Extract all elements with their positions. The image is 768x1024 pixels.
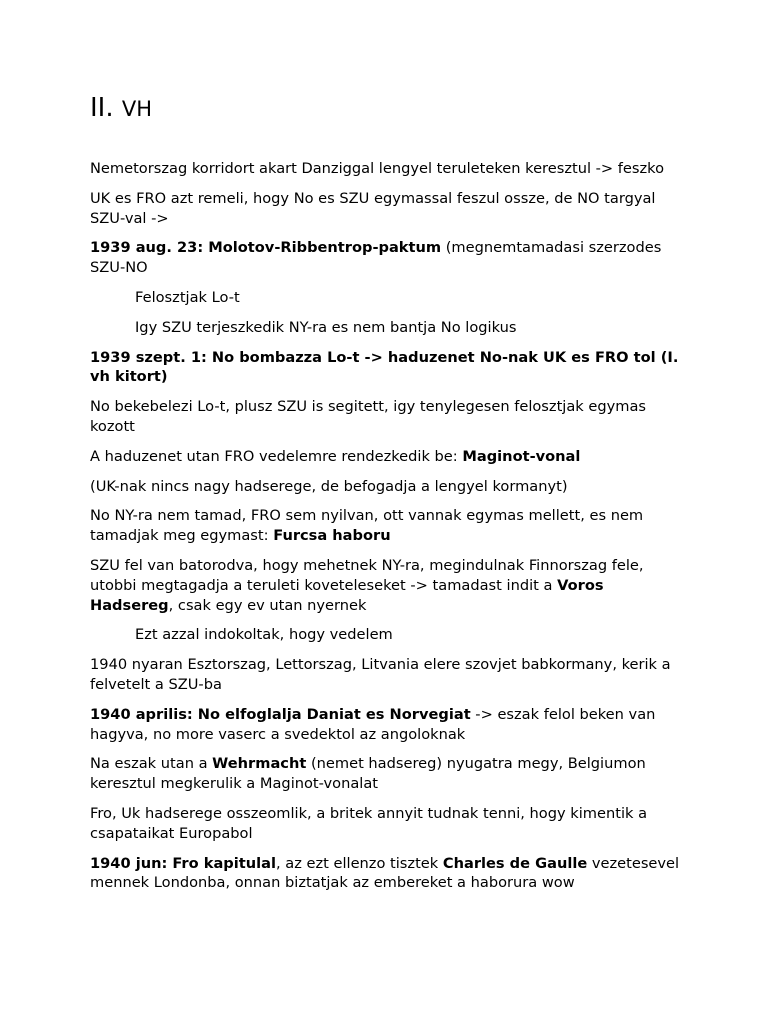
paragraph xyxy=(90,288,682,308)
text-run: SZU fel van batorodva, hogy mehetnek NY-ra, megindulnak Finnorszag fele, utobbi megtagadja a teruleti koveteleseket -> tamadast indit a xyxy=(90,556,644,594)
bold-text-run: 1939 aug. 23: Molotov-Ribbentrop-paktum xyxy=(90,239,442,257)
text-run: Fro, Uk hadserege osszeomlik, a britek annyit tudnak tenni, hogy kimentik a csapataikat Europabol xyxy=(90,804,648,842)
text-run: (nemet hadsereg) nyugatra megy, Belgiumon keresztul megkerulik a Maginot-vonalat xyxy=(90,755,646,793)
paragraph xyxy=(90,477,682,497)
text-run: A haduzenet utan FRO vedelemre rendezkedik be: xyxy=(90,447,463,465)
paragraph xyxy=(90,506,682,546)
text-run: Ezt azzal indokoltak, hogy vedelem xyxy=(135,626,393,644)
text-run: -> eszak felol beken van hagyva, no more vaserc a svedektol az angoloknak xyxy=(90,705,656,743)
text-run: No NY-ra nem tamad, FRO sem nyilvan, ott vannak egymas mellett, es nem tamadjak meg egymast: xyxy=(90,507,644,545)
text-run: Igy SZU terjeszkedik NY-ra es nem bantja No logikus xyxy=(135,318,517,336)
bold-text-run: 1940 aprilis: No elfoglalja Daniat es Norvegiat xyxy=(90,705,471,723)
bold-text-run: 1939 szept. 1: No bombazza Lo-t -> haduzenet No-nak UK es FRO tol (I. vh kitort) xyxy=(90,348,679,386)
paragraph xyxy=(90,238,682,278)
paragraph xyxy=(90,705,682,745)
paragraph xyxy=(90,556,682,615)
paragraph xyxy=(90,655,682,695)
bold-text-run: 1940 jun: Fro kapitulal xyxy=(90,854,276,872)
paragraph-list xyxy=(90,159,682,893)
text-run: , csak egy ev utan nyernek xyxy=(168,596,367,614)
title-suffix: VH xyxy=(121,97,153,121)
bold-text-run: Wehrmacht xyxy=(212,755,307,773)
text-run: vezetesevel mennek Londonba, onnan biztatjak az embereket a haborura wow xyxy=(90,854,680,892)
paragraph xyxy=(90,189,682,229)
text-run: UK es FRO azt remeli, hogy No es SZU egymassal feszul ossze, de NO targyal SZU-val -> xyxy=(90,189,656,227)
paragraph xyxy=(90,754,682,794)
bold-text-run: Charles de Gaulle xyxy=(442,854,588,872)
document-page xyxy=(90,92,682,903)
text-run: , az ezt ellenzo tisztek xyxy=(275,854,443,872)
text-run: (UK-nak nincs nagy hadserege, de befogadja a lengyel kormanyt) xyxy=(90,477,568,495)
text-run: Nemetorszag korridort akart Danziggal lengyel teruleteken keresztul -> feszko xyxy=(90,160,665,177)
text-run: No bekebelezi Lo-t, plusz SZU is segitett, igy tenylegesen felosztjak egymas kozott xyxy=(90,398,647,435)
paragraph xyxy=(90,625,682,645)
paragraph xyxy=(90,397,682,437)
text-run: (megnemtamadasi szerzodes SZU-NO xyxy=(90,239,662,277)
paragraph xyxy=(90,318,682,338)
paragraph xyxy=(90,159,682,179)
paragraph xyxy=(90,854,682,894)
text-run: Felosztjak Lo-t xyxy=(135,288,240,306)
title-numeral: II. xyxy=(90,93,114,123)
document-title xyxy=(90,92,682,125)
bold-text-run: Maginot-vonal xyxy=(462,447,581,465)
text-run: Na eszak utan a xyxy=(90,755,213,773)
bold-text-run: Furcsa haboru xyxy=(273,527,391,545)
text-run: 1940 nyaran Esztorszag, Lettorszag, Litvania elere szovjet babkormany, kerik a felvetelt a SZU-ba xyxy=(90,656,671,693)
paragraph xyxy=(90,447,682,467)
paragraph xyxy=(90,348,682,388)
bold-text-run: Voros Hadsereg xyxy=(90,576,604,614)
paragraph xyxy=(90,804,682,844)
